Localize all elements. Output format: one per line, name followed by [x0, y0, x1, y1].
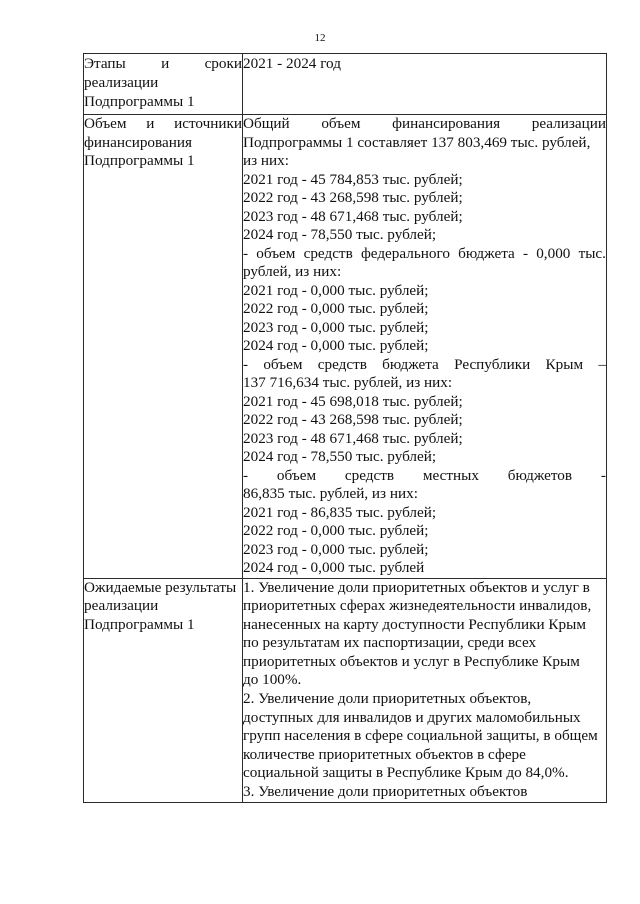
justified-word: бюджета — [382, 355, 439, 373]
financing-line: 2021 год - 0,000 тыс. рублей; — [243, 281, 429, 299]
justified-word: Этапы — [84, 55, 126, 72]
financing-line: 2021 год - 45 784,853 тыс. рублей; — [243, 170, 463, 188]
justified-word: объем — [276, 466, 317, 484]
justified-word: и — [161, 55, 170, 72]
justified-word: средств — [303, 244, 353, 262]
justified-word: - — [600, 466, 606, 484]
financing-line: 86,835 тыс. рублей, из них: — [243, 485, 418, 502]
financing-label-line: финансирования — [84, 133, 192, 151]
justified-word: реализации — [531, 115, 606, 132]
justified-word: - — [243, 466, 249, 484]
justified-word: бюджета — [458, 244, 515, 262]
financing-line — [243, 245, 606, 264]
justified-word: объем — [256, 244, 296, 262]
justified-word: источники — [174, 115, 242, 132]
results-line: 3. Увеличение доли приоритетных объектов — [243, 783, 528, 801]
financing-line: 2024 год - 78,550 тыс. рублей; — [243, 448, 437, 465]
financing-line: 2024 год - 78,550 тыс. рублей; — [243, 226, 437, 243]
financing-label-line — [84, 115, 242, 134]
justified-word: – — [598, 355, 606, 373]
justified-word: сроки — [204, 55, 242, 72]
justified-word: Республики — [454, 355, 531, 373]
financing-label-cell — [84, 115, 243, 579]
stages-period: 2021 - 2024 год — [243, 55, 341, 72]
financing-line: Подпрограммы 1 составляет 137 803,469 тыс. рублей, — [243, 133, 591, 151]
results-line: нанесенных на карту доступности Республики Крым — [243, 615, 586, 633]
financing-line: 2022 год - 0,000 тыс. рублей; — [243, 522, 429, 539]
results-line: количестве приоритетных объектов в сфере — [243, 745, 526, 763]
financing-line: 137 716,634 тыс. рублей, из них: — [243, 374, 453, 391]
results-line: 1. Увеличение доли приоритетных объектов и услуг в — [243, 578, 590, 596]
table-row-results — [84, 578, 607, 802]
financing-value-cell — [243, 115, 607, 579]
subprogram-passport-table — [83, 53, 607, 803]
justified-word: средств — [344, 466, 395, 484]
results-line: приоритетных объектов и услуг в Республике Крым — [243, 652, 580, 670]
justified-word: - — [243, 244, 249, 262]
justified-word: Общий — [243, 115, 290, 132]
stages-label-line — [84, 54, 242, 73]
results-line: 2. Увеличение доли приоритетных объектов, — [243, 690, 532, 708]
results-line: социальной защиты в Республике Крым до 84,0%. — [243, 764, 569, 782]
stages-label-line: реализации — [84, 74, 159, 91]
financing-line — [243, 115, 606, 134]
justified-word: бюджетов — [507, 466, 573, 484]
stages-value-cell — [243, 54, 607, 115]
financing-line: из них: — [243, 152, 289, 169]
financing-line: 2023 год - 0,000 тыс. рублей; — [243, 540, 429, 558]
financing-line: 2022 год - 0,000 тыс. рублей; — [243, 300, 429, 317]
justified-word: и — [146, 115, 155, 132]
financing-line: 2024 год - 0,000 тыс. рублей; — [243, 337, 429, 354]
financing-line: 2021 год - 45 698,018 тыс. рублей; — [243, 392, 463, 410]
financing-line: 2024 год - 0,000 тыс. рублей — [243, 559, 425, 576]
financing-line — [243, 467, 606, 486]
results-label-line: Подпрограммы 1 — [84, 615, 195, 633]
justified-word: объем — [321, 115, 361, 132]
justified-word: Объем — [84, 115, 127, 132]
results-line: доступных для инвалидов и других маломобильных — [243, 708, 581, 726]
results-line: групп населения в сфере социальной защиты, в общем — [243, 727, 598, 745]
results-line: по результатам их паспортизации, среди всех — [243, 634, 537, 652]
financing-line: 2021 год - 86,835 тыс. рублей; — [243, 503, 437, 521]
page-number: 12 — [314, 32, 326, 44]
table-row-financing — [84, 115, 607, 579]
financing-line: 2023 год - 48 671,468 тыс. рублей; — [243, 429, 463, 447]
financing-line: 2023 год - 0,000 тыс. рублей; — [243, 318, 429, 336]
financing-line — [243, 356, 606, 375]
results-label-line: Ожидаемые результаты — [84, 578, 237, 596]
justified-word: - — [522, 244, 529, 262]
results-label-cell — [84, 578, 243, 802]
justified-word: финансирования — [392, 115, 501, 132]
financing-line: 2022 год - 43 268,598 тыс. рублей; — [243, 189, 463, 206]
results-value-cell — [243, 578, 607, 802]
results-line: до 100%. — [243, 671, 302, 689]
financing-label-line: Подпрограммы 1 — [84, 152, 195, 169]
financing-line: рублей, из них: — [243, 263, 342, 280]
table-row-stages — [84, 54, 607, 115]
justified-word: 0,000 — [536, 244, 571, 262]
justified-word: федерального — [360, 244, 450, 262]
financing-line: 2022 год - 43 268,598 тыс. рублей; — [243, 411, 463, 428]
stages-label-line: Подпрограммы 1 — [84, 93, 195, 110]
justified-word: - — [243, 355, 249, 373]
justified-word: объем — [263, 355, 303, 373]
justified-word: тыс. — [578, 244, 606, 262]
financing-line: 2023 год - 48 671,468 тыс. рублей; — [243, 207, 463, 225]
stages-label-cell — [84, 54, 243, 115]
justified-word: Крым — [545, 355, 584, 373]
justified-word: местных — [422, 466, 479, 484]
justified-word: средств — [317, 355, 367, 373]
results-line: приоритетных сферах жизнедеятельности инвалидов, — [243, 597, 592, 615]
results-label-line: реализации — [84, 597, 159, 614]
